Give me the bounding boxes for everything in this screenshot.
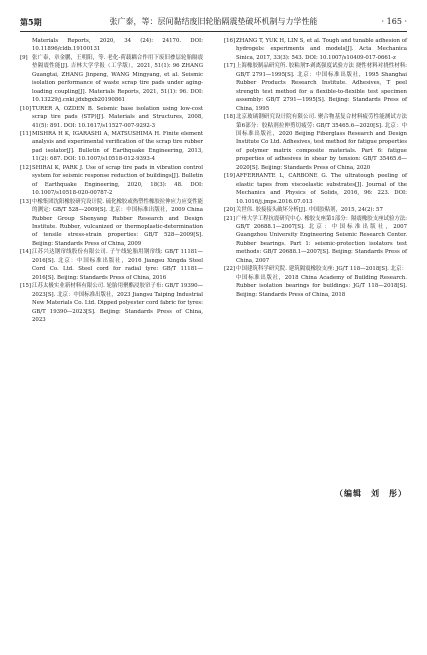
reference-item bbox=[20, 164, 203, 198]
reference-text: 张广泰，章金鹏，王明阳，等. 老化-荷载耦合作用下废旧叠层轮胎隔震垫隔震性能[J]. 吉林大学学报（工学版），2021, 51(1): 96 ZHANG Guangtai, ZHANG Jinpeng, WANG Mingyang, et al. Seismic isolation performance of waste scrap tire pads under aging-loading coupling[J]. Materials Reports, 2021, 51(1): 96. DOI: 10.13229/j.cnki.jdxbgxb20190861 bbox=[32, 54, 203, 104]
reference-text: 广州大学工程抗震研究中心. 橡胶支座第1部分：隔震橡胶支座试验方法: GB/T 20688.1—2007[S]. 北京：中国标准出版社，2007 Guangzhou University Engineering Seismic Research Center. Rubber bearings. Part 1: seismic-protection isolators test methods: GB/T 20688.1—2007[S]. Beijing: Standards Press of China, 2007 bbox=[236, 215, 407, 264]
reference-item bbox=[224, 172, 407, 206]
editor-credit: （编辑 刘 彤） bbox=[335, 488, 407, 498]
reference-text: 江苏太极实业新材料有限公司. 轮胎用聚酯浸胶帘子布: GB/T 19390—2023[S]. 北京：中国标准出版社，2023 Jiangsu Taiping Industrial New Materials Co. Ltd. Dipped polyester cord fabric for tyres: GB/T 19390—2023[S]. Beijing: Standards Press of China, 2023 bbox=[32, 283, 203, 323]
reference-number: [17] bbox=[224, 63, 236, 70]
reference-text: TURER A, OZDEN B. Seismic base isolation using low-cost scrap tire pads (STP)[J]. Materials and Structures, 2008, 41(5): 891. DOI: 10.1617/s11527-007-9292-3 bbox=[32, 105, 203, 129]
reference-text: 北京玻璃钢研究设计院有限公司. 聚合物基复合材料疲劳性能测试方法 第6部分：胶粘剂拉伸剪切疲劳: GB/T 35465.6—2020[S]. 北京：中国标准出版社，2020 Beijing Fiberglass Research and Design Institute Co Ltd. Adhesives, test method for fatigue properties of polymer matrix composite materials. Part 6: fatigue properties of adhesives in shear by tension: GB/T 35465.6—2020[S]. Beijing: Standards Press of China, 2020 bbox=[236, 114, 407, 171]
reference-text: ZHANG T, YUK H, LIN S, et al. Tough and tunable adhesion of hydrogels: experiments and models[J]. Acta Mechanica Sinica, 2017, 33(3): 543. DOI: 10.1007/s10409-017-0661-z bbox=[236, 38, 407, 61]
running-title: 张广泰，等：层间黏结废旧轮胎隔震垫破坏机制与力学性能 bbox=[109, 17, 318, 26]
reference-number: [9] bbox=[20, 54, 28, 61]
reference-item bbox=[20, 54, 203, 105]
reference-number: [13] bbox=[20, 198, 32, 205]
reference-text: SHIRAI K, PARK J. Use of scrap tire pads in vibration control system for seismic response reduction of buildings[J]. Bulletin of Earthquake Engineering, 2020, 18(3): 48. DOI: 10.1007/s10518-020-00787-2 bbox=[32, 164, 203, 197]
reference-number: [22] bbox=[224, 266, 236, 273]
reference-number: [12] bbox=[20, 164, 32, 171]
reference-number: [11] bbox=[20, 130, 32, 137]
reference-item bbox=[20, 130, 203, 164]
running-header bbox=[20, 14, 407, 30]
reference-number: [15] bbox=[20, 283, 32, 290]
right-column bbox=[224, 37, 407, 299]
reference-item bbox=[224, 62, 407, 113]
reference-item bbox=[224, 37, 407, 62]
reference-text: 关世伟. 胶接接头破坏分析[J]. 中国胶粘剂，2015, 24(2): 57 bbox=[236, 207, 383, 214]
reference-number: [20] bbox=[224, 207, 236, 214]
reference-text: 中橡集团沈阳橡胶研究设计院. 硫化橡胶或热塑性橡胶拉伸应力应变性能的测定: GB/T 528—2009[S]. 北京：中国标准出版社，2009 China Rubber Group Shenyang Rubber Research and Design Institute. Rubber, vulcanized or thermoplastic-determination of tensile stress-strain properties: GB/T 528—2009[S]. Beijing: Standards Press of China, 2009 bbox=[32, 198, 203, 247]
reference-number: [18] bbox=[224, 114, 236, 121]
reference-number: [19] bbox=[224, 173, 236, 180]
header-rule bbox=[20, 31, 407, 32]
reference-item bbox=[20, 105, 203, 130]
reference-number: [14] bbox=[20, 249, 32, 256]
left-column bbox=[20, 37, 203, 324]
reference-item bbox=[224, 265, 407, 299]
page-number: · 165 · bbox=[381, 17, 407, 26]
reference-text: MISHRA H K, IGARASHI A, MATSUSHIMA H. Finite element analysis and experimental verification of the scrap tire rubber pad isolator[J]. Bulletin of Earthquake Engineering, 2013, 11(2): 687. DOI: 10.1007/s10518-012-9393-4 bbox=[32, 130, 203, 163]
reference-item bbox=[224, 215, 407, 266]
issue-number: 第5期 bbox=[20, 17, 42, 27]
reference-item bbox=[20, 282, 203, 324]
reference-text: 江苏兴达钢帘线股份有限公司. 子午线轮胎用钢帘线: GB/T 11181—2016[S]. 北京：中国标准出版社，2016 Jiangsu Xingda Steel Cord Co. Ltd. Steel cord for radial tyre: GB/T 11181—2016[S]. Beijing: Standards Press of China, 2016 bbox=[32, 249, 203, 281]
reference-number: [21] bbox=[224, 215, 236, 222]
reference-item bbox=[20, 248, 203, 282]
reference-text: AFFERRANTE L, CARBONE G. The ultratough peeling of elastic tapes from viscoelastic substrates[J]. Journal of the Mechanics and Physics of Solids, 2016, 96: 223. DOI: 10.1016/j.jmps.2016.07.013 bbox=[236, 173, 407, 205]
reference-item bbox=[224, 113, 407, 172]
reference-number: [16] bbox=[224, 38, 236, 44]
reference-item bbox=[224, 206, 407, 214]
reference-continuation: Materials Reports, 2020, 34 (24): 24170. DOI: 10.11896/cldb.19100131 bbox=[32, 38, 203, 53]
reference-text: 中国建筑科学研究院. 建筑隔震橡胶支座: JG/T 118—2018[S]. 北京：中国标准出版社，2018 China Academy of Building Research. Rubber isolation bearings for buildings: JG/T 118—2018[S]. Beijing: Standards Press of China, 2018 bbox=[236, 266, 407, 298]
reference-text: 上海橡胶制品研究所. 胶粘剂T-剥离强度试验方法 挠性材料对挠性材料: GB/T 2791—1995[S]. 北京：中国标准出版社，1995 Shanghai Rubber Products Research Institute. Adhesives, T peel strength test method for a flexible-to-flexible test specimen assembly: GB/T 2791—1995[S]. Beijing: Standards Press of China, 1995 bbox=[236, 63, 407, 112]
reference-number: [10] bbox=[20, 105, 32, 112]
reference-item bbox=[20, 198, 203, 249]
